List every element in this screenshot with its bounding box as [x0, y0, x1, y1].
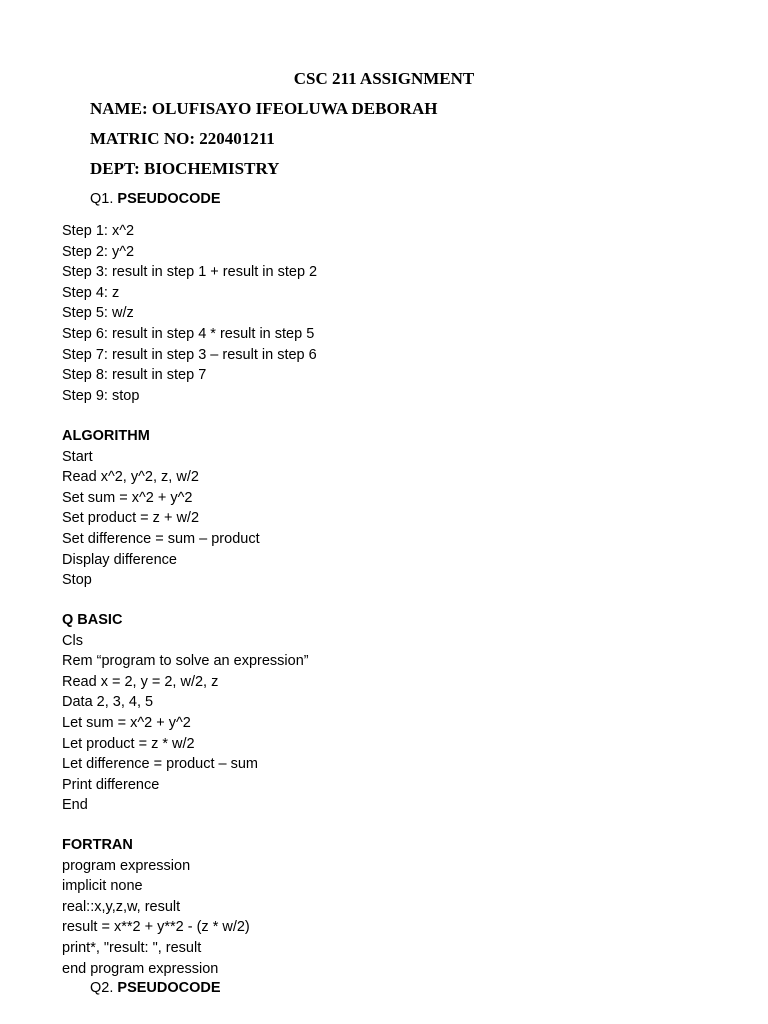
qbasic-block [62, 610, 309, 816]
fortran-line: implicit none [62, 878, 143, 895]
student-name: NAME: OLUFISAYO IFEOLUWA DEBORAH [90, 99, 438, 118]
pseudocode-line: Step 6: result in step 4 * result in step 5 [62, 325, 315, 342]
qbasic-line: Print difference [62, 776, 160, 793]
fortran-line: program expression [62, 857, 191, 874]
algorithm-line: Start [62, 448, 93, 465]
pseudocode-block [62, 221, 317, 406]
fortran-line: print*, "result: ", result [62, 939, 202, 956]
pseudocode-line: Step 4: z [62, 284, 120, 301]
document-title: CSC 211 ASSIGNMENT [293, 69, 475, 88]
algorithm-line: Set product = z + w/2 [62, 510, 200, 527]
qbasic-line: Let difference = product – sum [62, 756, 259, 773]
pseudocode-line: Step 5: w/z [62, 305, 134, 322]
q1-heading [90, 191, 221, 207]
department: DEPT: BIOCHEMISTRY [90, 159, 280, 178]
qbasic-heading: Q BASIC [62, 612, 123, 628]
algorithm-line: Display difference [62, 551, 177, 568]
pseudocode-line: Step 8: result in step 7 [62, 367, 207, 384]
q1-label: Q1. [90, 191, 118, 207]
fortran-line: real::x,y,z,w, result [62, 898, 181, 915]
qbasic-line: Data 2, 3, 4, 5 [62, 694, 154, 711]
qbasic-line: Read x = 2, y = 2, w/2, z [62, 673, 219, 690]
pseudocode-line: Step 7: result in step 3 – result in step 6 [62, 346, 317, 363]
algorithm-line: Read x^2, y^2, z, w/2 [62, 469, 199, 486]
fortran-heading: FORTRAN [62, 837, 133, 853]
q1-title: PSEUDOCODE [117, 191, 221, 207]
qbasic-line: Let product = z * w/2 [62, 735, 195, 752]
fortran-line: result = x**2 + y**2 - (z * w/2) [62, 919, 250, 936]
pseudocode-line: Step 3: result in step 1 + result in step 2 [62, 264, 318, 281]
pseudocode-line: Step 9: stop [62, 387, 140, 404]
matric-number: MATRIC NO: 220401211 [90, 129, 275, 148]
pseudocode-line: Step 2: y^2 [62, 243, 135, 260]
qbasic-line: Let sum = x^2 + y^2 [62, 714, 191, 731]
qbasic-line: Rem “program to solve an expression” [62, 653, 309, 670]
algorithm-block [62, 426, 260, 591]
q2-label: Q2. [90, 980, 118, 996]
algorithm-line: Set difference = sum – product [62, 530, 260, 547]
q2-title: PSEUDOCODE [117, 980, 221, 996]
qbasic-line: End [62, 797, 88, 814]
algorithm-line: Set sum = x^2 + y^2 [62, 489, 193, 506]
q2-heading [90, 980, 221, 996]
algorithm-line: Stop [62, 572, 92, 589]
pseudocode-line: Step 1: x^2 [62, 223, 135, 239]
fortran-line: end program expression [62, 960, 219, 977]
algorithm-heading: ALGORITHM [62, 428, 150, 444]
fortran-block [62, 835, 250, 979]
qbasic-line: Cls [62, 632, 83, 649]
